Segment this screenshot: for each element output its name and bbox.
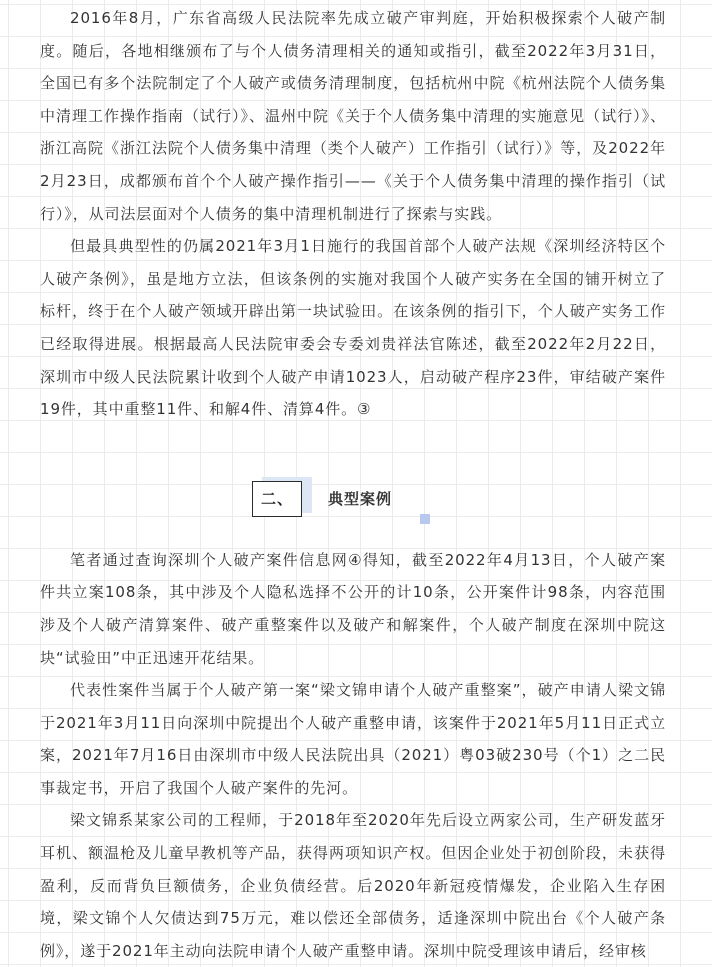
paragraph: 2016年8月，广东省高级人民法院率先成立破产审判庭，开始积极探索个人破产制度。随后，各地相继颁布了与个人债务清理相关的通知或指引，截至2022年3月31日，全国已有多个法院制定了个人破产或债务清理制度，包括杭州中院《杭州法院个人债务集中清理工作操作指南（试行）》、温州中院《关于个人债务集中清理的实施意见（试行）》、浙江高院《浙江法院个人债务集中清理（类个人破产）工作指引（试行）》等，及2022年2月23日，成都颁布首个个人破产操作指引——《关于个人债务集中清理的操作指引（试行）》，从司法层面对个人债务的集中清理机制进行了探索与实践。 [40,9,666,223]
paragraph: 但最具典型性的仍属2021年3月1日施行的我国首部个人破产法规《深圳经济特区个人破产条例》，虽是地方立法，但该条例的实施对我国个人破产实务在全国的铺开树立了标杆，终于在个人破产领域开辟出第一块试验田。在该条例的指引下，个人破产实务工作已经取得进展。根据最高人民法院审委会专委刘贵祥法官陈述，截至2022年2月22日，深圳市中级人民法院累计收到个人破产申请1023人，启动破产程序23件，审结破产案件19件，其中重整11件、和解4件、清算4件。③ [40,237,666,419]
paragraph: 代表性案件当属于个人破产第一案“梁文锦申请个人破产重整案”，破产申请人梁文锦于2021年3月11日向深圳中院提出个人破产重整申请，该案件于2021年5月11日正式立案，2021年7月16日由深圳市中级人民法院出具（2021）粤03破230号（个1）之二民事裁定书，开启了我国个人破产案件的先河。 [40,681,666,797]
decorative-square [420,514,430,524]
section-typical-cases [40,544,666,967]
heading-title: 典型案例 [328,489,393,508]
heading-number-box: 二、 [252,481,302,517]
article-body [40,0,666,967]
section-background [40,2,666,426]
section-heading [40,426,666,544]
paragraph: 梁文锦系某家公司的工程师，于2018年至2020年先后设立两家公司，生产研发蓝牙耳机、额温枪及儿童早教机等产品，获得两项知识产权。但因企业处于初创阶段，未获得盈利，反而背负巨额债务，企业负债经营。后2020年新冠疫情爆发，企业陷入生存困境，梁文锦个人欠债达到75万元，难以偿还全部债务，适逢深圳中院出台《个人破产条例》，遂于2021年主动向法院申请个人破产重整申请。深圳中院受理该申请后，经审核 [40,811,666,960]
paragraph: 笔者通过查询深圳个人破产案件信息网④得知，截至2022年4月13日，个人破产案件共立案108条，其中涉及个人隐私选择不公开的计10条，公开案件计98条，内容范围涉及个人破产清算案件、破产重整案件以及破产和解案件，个人破产制度在深圳中院这块“试验田”中正迅速开花结果。 [40,550,666,667]
